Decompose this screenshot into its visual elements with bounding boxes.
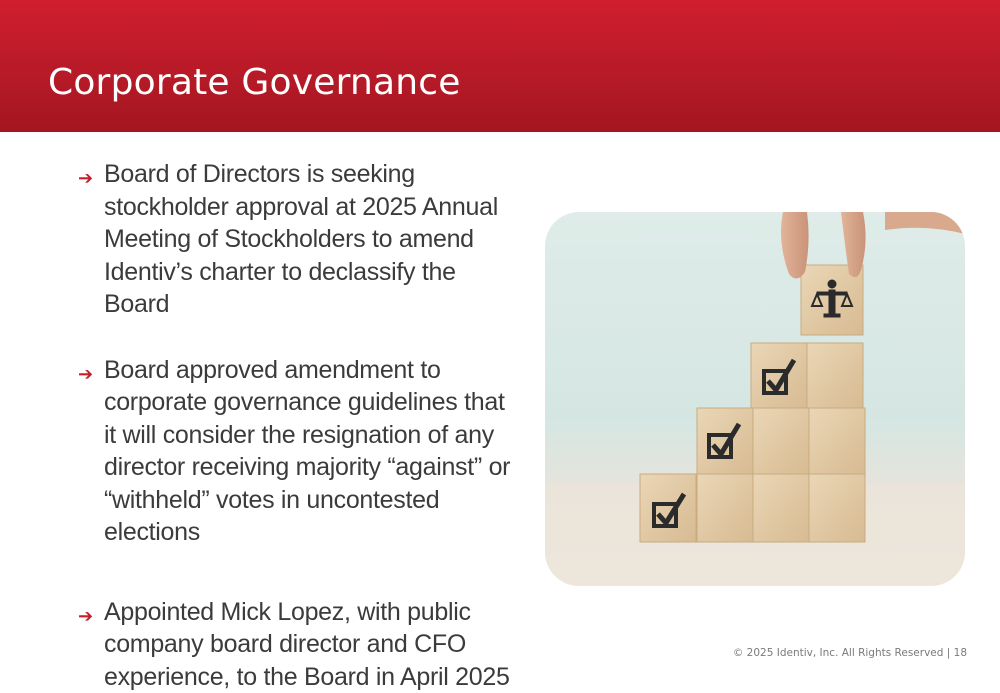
hand: [885, 212, 965, 234]
header-banner: [0, 0, 1000, 132]
block-row: [697, 408, 865, 474]
wooden-blocks-photo: [545, 212, 965, 586]
footer-copyright: © 2025 Identiv, Inc. All Rights Reserved | 18: [733, 647, 967, 659]
block-row: [751, 343, 863, 408]
bullet-item: [78, 596, 518, 693]
blocks-illustration: [545, 212, 965, 586]
bullet-text: Board approved amendment to corporate governance guidelines that it will consider the resignation of any director receiving majority “against” or “withheld” votes in uncontested elections: [104, 356, 510, 547]
bullet-text: Appointed Mick Lopez, with public company board director and CFO experience, to the Board in April 2025: [104, 598, 510, 691]
finger: [781, 212, 809, 279]
arrow-right-icon: ➔: [78, 600, 93, 633]
bullet-text: Board of Directors is seeking stockholder approval at 2025 Annual Meeting of Stockholders to amend Identiv’s charter to declassify the Board: [104, 160, 498, 318]
slide-title: Corporate Governance: [48, 62, 461, 103]
bullet-item: [78, 158, 518, 321]
bullet-list: [78, 158, 518, 693]
bullet-item: [78, 354, 518, 549]
arrow-right-icon: ➔: [78, 358, 93, 391]
arrow-right-icon: ➔: [78, 162, 93, 195]
